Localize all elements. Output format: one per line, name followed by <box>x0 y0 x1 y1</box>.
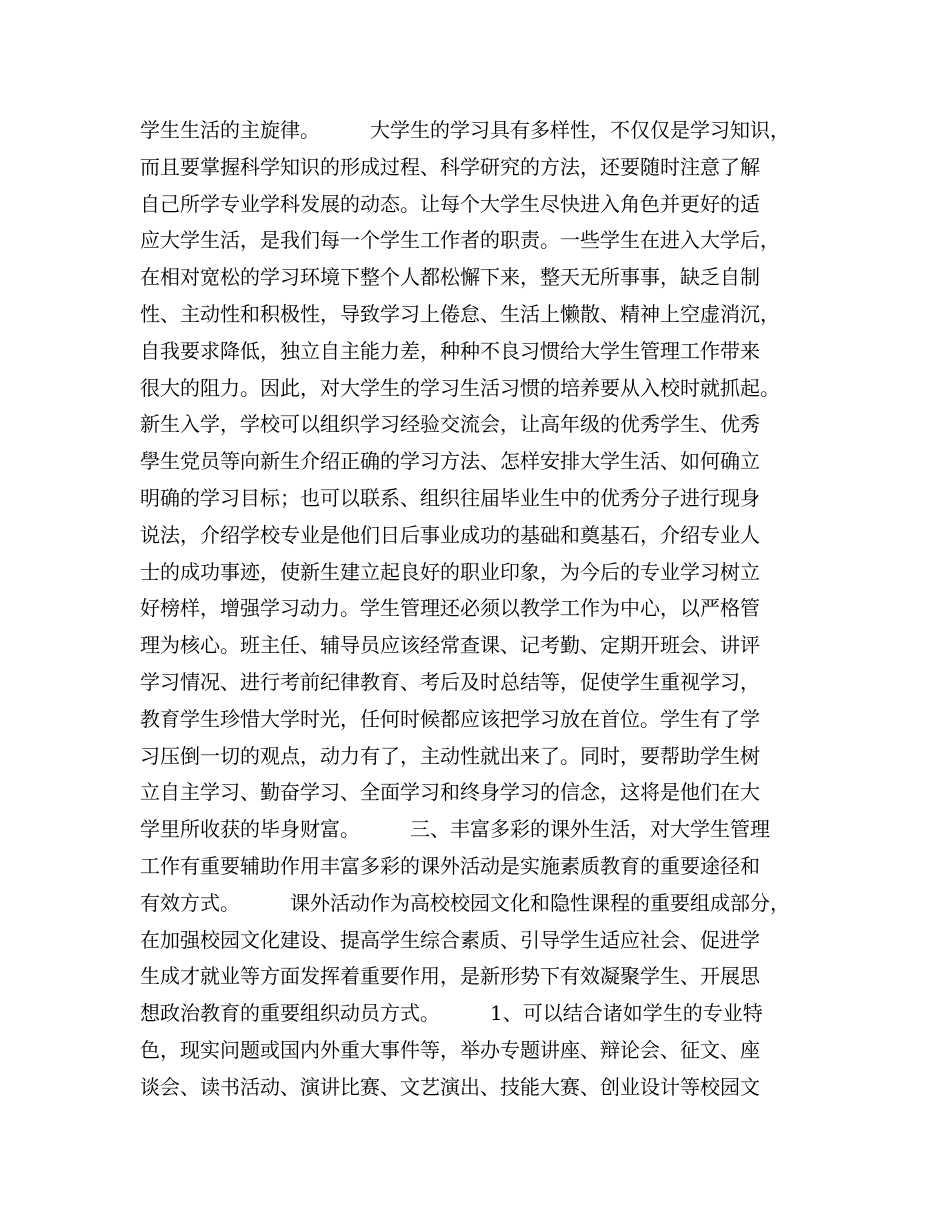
text-line: 学习情况、进行考前纪律教育、考后及时总结等，促使学生重视学习， <box>140 669 760 694</box>
text-line: 士的成功事迹，使新生建立起良好的职业印象，为今后的专业学习树立 <box>140 559 760 584</box>
text-line: 想政治教育的重要组织动员方式。 1、可以结合诸如学生的专业特 <box>140 1001 763 1026</box>
text-line: 在加强校园文化建设、提高学生综合素质、引导学生适应社会、促进学 <box>140 927 760 952</box>
text-line: 自己所学专业学科发展的动态。让每个大学生尽快进入角色并更好的适 <box>140 191 760 216</box>
text-line: 色，现实问题或国内外重大事件等，举办专题讲座、辩论会、征文、座 <box>140 1037 760 1062</box>
text-line: 在相对宽松的学习环境下整个人都松懈下来，整天无所事事，缺乏自制 <box>140 265 760 290</box>
text-line: 说法，介绍学校专业是他们日后事业成功的基础和奠基石，介绍专业人 <box>140 522 760 547</box>
text-line: 好榜样，增强学习动力。学生管理还必须以教学工作为中心，以严格管 <box>140 596 760 621</box>
body-text <box>140 112 820 1106</box>
text-line: 理为核心。班主任、辅导员应该经常查课、记考勤、定期开班会、讲评 <box>140 633 760 658</box>
text-line: 学里所收获的毕身财富。 三、丰富多彩的课外生活，对大学生管理 <box>140 817 770 842</box>
text-line: 有效方式。 课外活动作为高校校园文化和隐性课程的重要组成部分， <box>140 890 790 915</box>
text-line: 很大的阻力。因此，对大学生的学习生活习惯的培养要从入校时就抓起。 <box>140 375 780 400</box>
text-line: 新生入学，学校可以组织学习经验交流会，让高年级的优秀学生、优秀 <box>140 412 760 437</box>
text-line: 明确的学习目标；也可以联系、组织往届毕业生中的优秀分子进行现身 <box>140 485 760 510</box>
text-line: 性、主动性和积极性，导致学习上倦怠、生活上懒散、精神上空虚消沉， <box>140 301 780 326</box>
text-line: 立自主学习、勤奋学习、全面学习和终身学习的信念，这将是他们在大 <box>140 780 760 805</box>
text-line: 學生党员等向新生介绍正确的学习方法、怎样安排大学生活、如何确立 <box>140 449 760 474</box>
text-line: 应大学生活，是我们每一个学生工作者的职责。一些学生在进入大学后， <box>140 228 780 253</box>
text-line: 教育学生珍惜大学时光，任何时候都应该把学习放在首位。学生有了学 <box>140 706 760 731</box>
text-line: 谈会、读书活动、演讲比赛、文艺演出、技能大赛、创业设计等校园文 <box>140 1074 760 1099</box>
text-line: 生成才就业等方面发挥着重要作用，是新形势下有效凝聚学生、开展思 <box>140 964 760 989</box>
text-line: 而且要掌握科学知识的形成过程、科学研究的方法，还要随时注意了解 <box>140 154 760 179</box>
text-line: 学生生活的主旋律。 大学生的学习具有多样性，不仅仅是学习知识， <box>140 118 790 142</box>
text-line: 习压倒一切的观点，动力有了，主动性就出来了。同时，要帮助学生树 <box>140 743 760 768</box>
text-line: 工作有重要辅助作用丰富多彩的课外活动是实施素质教育的重要途径和 <box>140 853 760 878</box>
text-line: 自我要求降低，独立自主能力差，种种不良习惯给大学生管理工作带来 <box>140 338 760 363</box>
